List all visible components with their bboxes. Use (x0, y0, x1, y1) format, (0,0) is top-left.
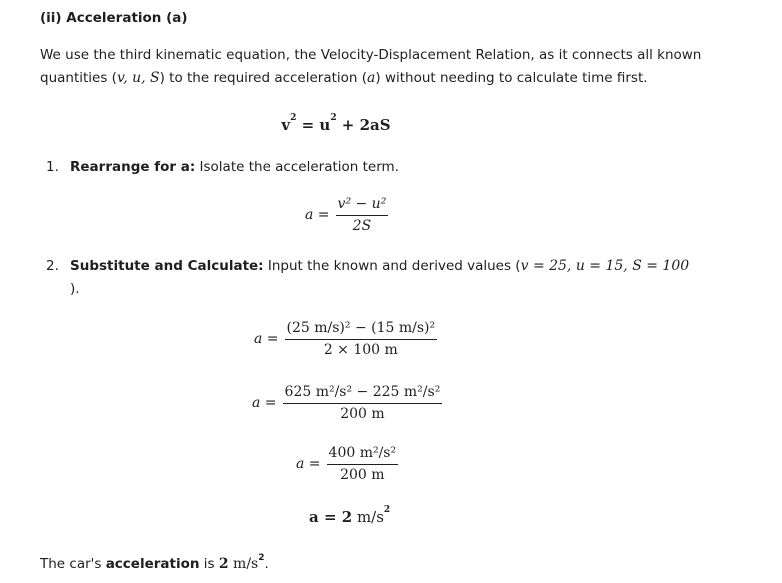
final-result: a = 2 $m/s^2$ (309, 505, 391, 526)
calc-step-1: a = $\frac{\text{(25 m/s)² − (15 m/s)²}}{2 \times 100 m}$ (254, 320, 436, 358)
intro-vars: v, u, S (116, 70, 160, 86)
intro-line-1: We use the third kinematic equation, the Velocity-Displacement Relation, as it connects all known (40, 47, 702, 63)
rearranged-denominator: 2S (352, 218, 372, 234)
rearranged-equation: a = $\frac{\text{v² − u²}}{2S}$ (305, 196, 387, 234)
step-1: 1. Rearrange for a: Isolate the acceleration term. (46, 159, 399, 175)
calc-step-2: a = $\frac{\text{625 m²/s² − 225 m²/s²}}{200 m}$ (252, 384, 441, 422)
intro-a-var: a (367, 70, 376, 86)
step-2-title: Substitute and Calculate: (70, 258, 264, 274)
known-values: v = 25, u = 15, S = 100 (520, 258, 690, 274)
main-equation: $v^2 = u^2 + 2aS$ (281, 113, 391, 134)
intro-paragraph (40, 44, 740, 90)
step-1-title: Rearrange for a: (70, 159, 196, 175)
calc-step-3: a = $\frac{\text{400 m²/s²}}{200 m}$ (296, 445, 397, 483)
conclusion: The car's acceleration is 2 $m/s^2$. (40, 553, 269, 572)
intro-line-2: quantities (v, u, S) to the required acceleration (a) without needing to calculate time first. (40, 70, 648, 86)
section-heading: (ii) Acceleration (a) (40, 10, 188, 26)
rearranged-numerator: v² − u² (336, 196, 389, 216)
step-2: 2. Substitute and Calculate: Input the known and derived values (v = 25, u = 15, S = 100 ). (46, 258, 690, 297)
